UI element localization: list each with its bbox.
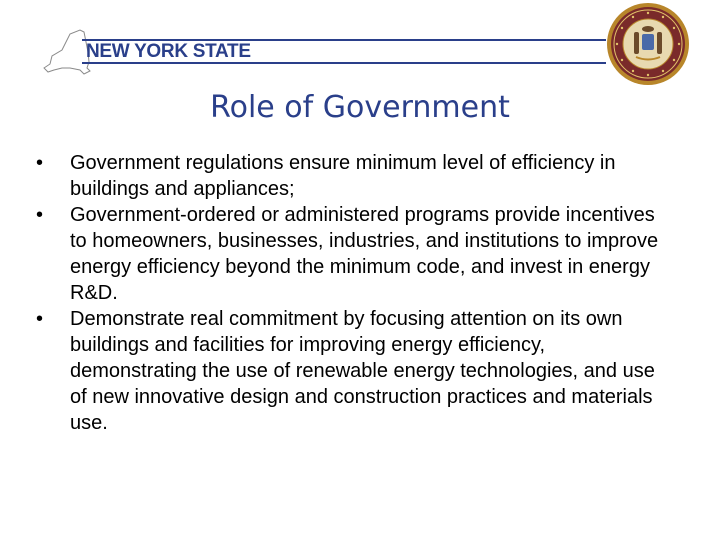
bullet-marker: • [36,204,44,226]
bullet-item [36,306,676,436]
slide-title: Role of Government [210,90,510,125]
bullet-item [36,150,676,202]
bullet-text: Government regulations ensure minimum level of efficiency in buildings and appliances; [70,152,616,200]
nys-seal-icon [606,2,690,86]
bullet-marker: • [36,308,44,330]
banner-text: NEW YORK STATE [86,41,251,62]
bullet-marker: • [36,152,44,174]
banner-bottom-rule [82,62,606,64]
bullet-text: Government-ordered or administered programs provide incentives to homeowners, businesses, industries, and institutions to improve energy efficiency beyond the minimum code, and invest in energy R&D. [70,204,659,304]
bullet-item [36,202,676,306]
nys-outline-icon [40,28,92,78]
bullet-text: Demonstrate real commitment by focusing attention on its own buildings and facilities for improving energy efficiency, demonstrating the use of renewable energy technologies, and use of new innovative design and construction practices and materials use. [70,308,655,434]
bullet-list [36,150,676,436]
